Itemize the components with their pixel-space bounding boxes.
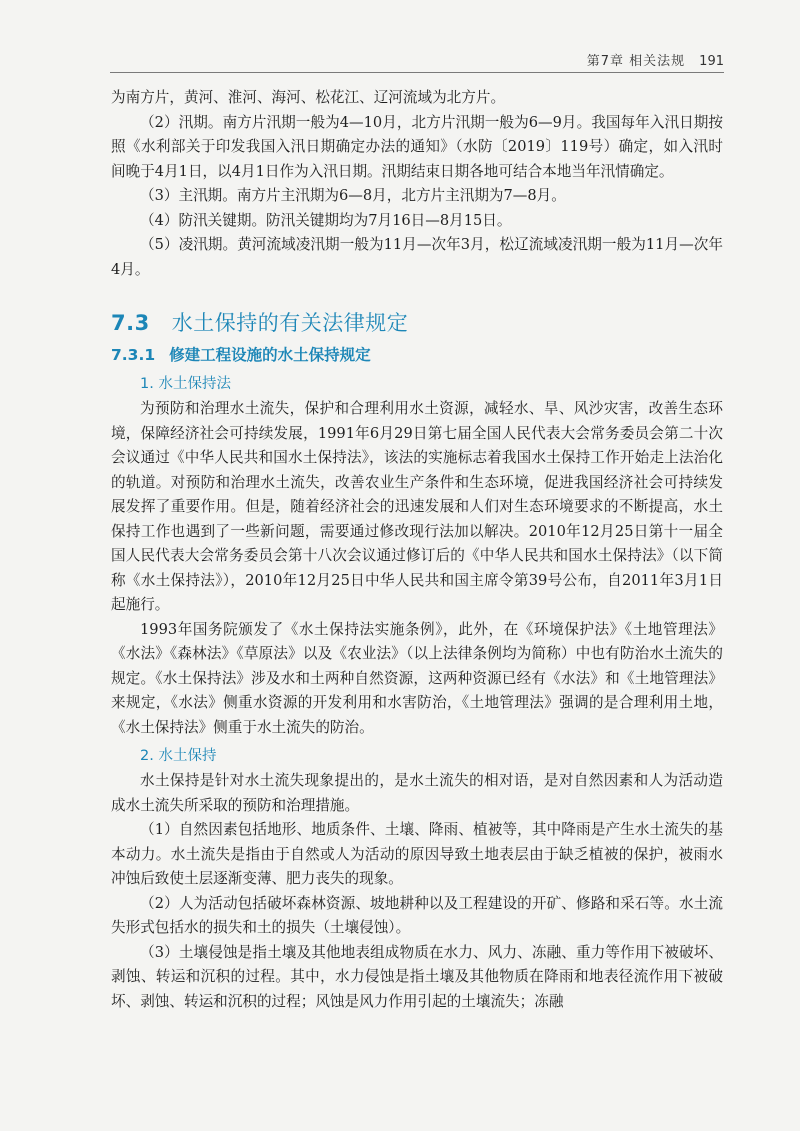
page-number: 191	[699, 54, 724, 69]
body-text	[111, 86, 723, 1014]
paragraph: 水土保持是针对水土流失现象提出的，是水土流失的相对语，是对自然因素和人为活动造成水土流失所采取的预防和治理措施。	[111, 772, 723, 814]
section-heading	[111, 308, 723, 338]
paragraph: 为预防和治理水土流失，保护和合理利用水土资源，减轻水、旱、风沙灾害，改善生态环境，保障经济社会可持续发展，1991年6月29日第七届全国人民代表大会常务委员会第二十次会议通过《中华人民共和国水土保持法》，该法的实施标志着我国水土保持工作开始走上法治化的轨道。对预防和治理水土流失，改善农业生产条件和生态环境，促进我国经济社会可持续发展发挥了重要作用。但是，随着经济社会的迅速发展和人们对生态环境要求的不断提高，水土保持工作也遇到了一些新问题，需要通过修改现行法加以解决。2010年12月25日第十一届全国人民代表大会常务委员会第十八次会议通过修订后的《中华人民共和国水土保持法》（以下简称《水土保持法》），2010年12月25日中华人民共和国主席令第39号公布，自2011年3月1日起施行。	[111, 400, 723, 613]
item-heading: 2. 水土保持	[140, 748, 217, 764]
subsection-title: 修建工程设施的水土保持规定	[169, 346, 371, 364]
paragraph: （3）土壤侵蚀是指土壤及其他地表组成物质在水力、风力、冻融、重力等作用下被破坏、剥蚀、转运和沉积的过程。其中，水力侵蚀是指土壤及其他物质在降雨和地表径流作用下被破坏、剥蚀、转运和沉积的过程；风蚀是风力作用引起的土壤流失；冻融	[111, 943, 723, 1010]
paragraph: （2）汛期。南方片汛期一般为4—10月，北方片汛期一般为6—9月。我国每年入汛日期按照《水利部关于印发我国入汛日期确定办法的通知》（水防〔2019〕119号）确定，如入汛时间晚于4月1日，以4月1日作为入汛日期。汛期结束日期各地可结合本地当年汛情确定。	[111, 113, 723, 180]
item-heading: 1. 水土保持法	[140, 376, 231, 392]
paragraph: （2）人为活动包括破坏森林资源、坡地耕种以及工程建设的开矿、修路和采石等。水土流失形式包括水的损失和土的损失（土壤侵蚀）。	[111, 894, 723, 936]
paragraph: 为南方片，黄河、淮河、海河、松花江、辽河流域为北方片。	[111, 89, 506, 106]
paragraph: （4）防汛关键期。防汛关键期均为7月16日—8月15日。	[140, 211, 512, 229]
section-number: 7.3	[111, 311, 150, 335]
header-rule	[110, 72, 724, 73]
paragraph: （1）自然因素包括地形、地质条件、土壤、降雨、植被等，其中降雨是产生水土流失的基本动力。水土流失是指由于自然或人为活动的原因导致土地表层由于缺乏植被的保护，被雨水冲蚀后致使土层逐渐变薄、肥力丧失的现象。	[111, 821, 723, 887]
subsection-number: 7.3.1	[111, 346, 156, 364]
paragraph: （3）主汛期。南方片主汛期为6—8月，北方片主汛期为7—8月。	[140, 187, 566, 204]
chapter-label: 第7章 相关法规	[586, 54, 686, 69]
running-header	[587, 50, 724, 69]
section-title: 水土保持的有关法律规定	[171, 311, 409, 335]
paragraph: 1993年国务院颁发了《水土保持法实施条例》，此外，在《环境保护法》《土地管理法》《水法》《森林法》《草原法》以及《农业法》（以上法律条例均为简称）中也有防治水土流失的规定。《水土保持法》涉及水和土两种自然资源，这两种资源已经有《水法》和《土地管理法》来规定，《水法》侧重水资源的开发利用和水害防治，《土地管理法》强调的是合理利用土地，《水土保持法》侧重于水土流失的防治。	[111, 620, 723, 736]
paragraph: （5）凌汛期。黄河流域凌汛期一般为11月—次年3月，松辽流域凌汛期一般为11月—次年4月。	[111, 236, 723, 278]
subsection-heading	[111, 342, 723, 368]
